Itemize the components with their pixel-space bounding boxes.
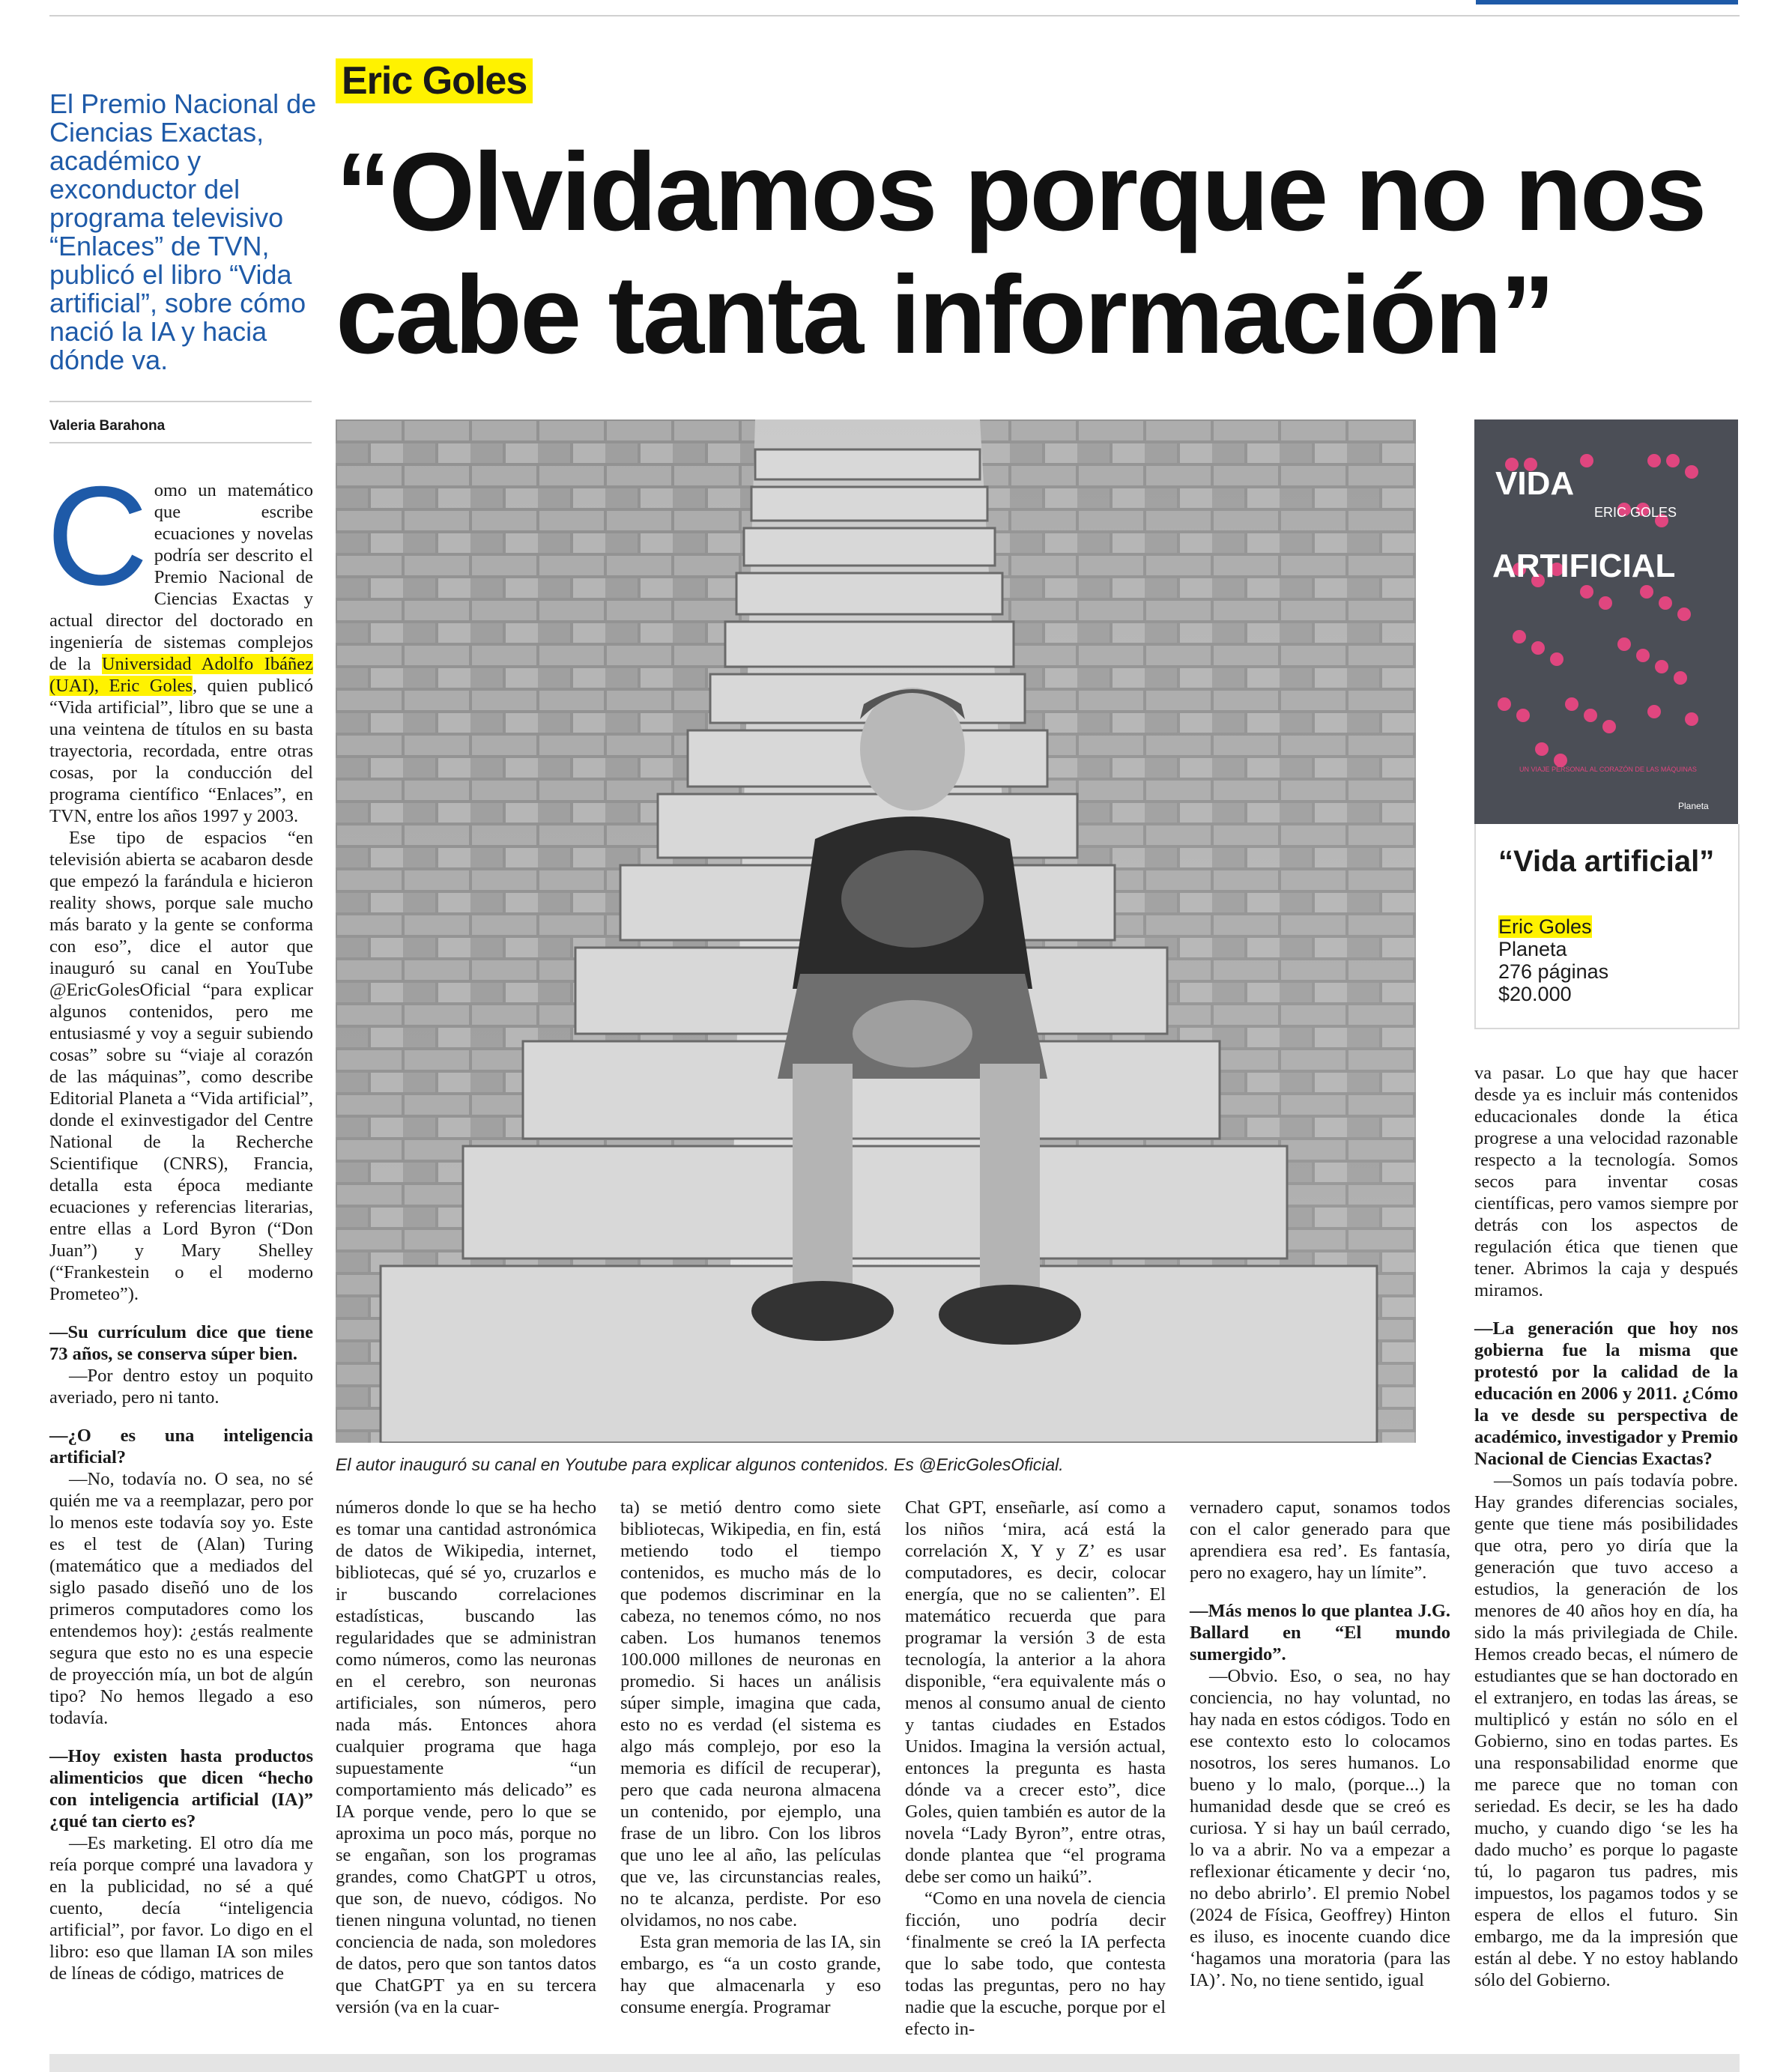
byline-divider [49, 442, 312, 443]
dek-divider [49, 401, 312, 402]
c3-p1: ta) se metió dentro como siete bibliotecas, Wikipedia, en fin, está metiendo todo el tiempo contenidos, es mucho más de lo que podemos discriminar en la cabeza, no tenemos cómo, no nos caben. Los humanos tenemos 100.000 millones de neuronas en promedio. Si haces un análisis súper simple, imagina que cada, esto no es verdad (el sistema es algo más complejo, por eso la memoria es difícil de recuperar), pero que cada neurona almacena un contenido, por ejemplo, una frase de un libro. Con los libros que uno lee al año, las películas que ve, las circunstancias reales, no te alcanza, perdiste. Por eso olvidamos, no nos cabe. [620, 1497, 881, 1930]
c1-p1-a: omo un matemático que escribe ecuaciones y novelas podría ser descrito el Premio Nacional de Ciencias Exactas y actual director del doctorado en ingeniería de sistemas complejos de la [49, 480, 313, 674]
kicker: Eric Goles [336, 58, 533, 103]
cover-tagline: UN VIAJE PERSONAL AL CORAZÓN DE LAS MÁQUINAS [1519, 766, 1697, 773]
cover-title-artificial: ARTIFICIAL [1492, 548, 1676, 584]
c1-answer-1: —Por dentro estoy un poquito averiado, pero ni tanto. [49, 1366, 313, 1408]
dek: El Premio Nacional de Ciencias Exactas, académico y exconductor del programa televisivo “Enlaces” de TVN, publicó el libro “Vida artificial”, sobre cómo nació la IA y hacia dónde va. [49, 88, 317, 375]
book-title: “Vida artificial” [1498, 845, 1715, 878]
c1-question-3: —Hoy existen hasta productos alimenticios que dicen “hecho con inteligencia artificial (IA)” ¿qué tan cierto es? [49, 1746, 313, 1832]
main-photo [336, 419, 1416, 1443]
column-6 [1474, 1062, 1738, 1991]
headline [336, 131, 1759, 377]
drop-cap: C [46, 457, 148, 614]
cover-publisher: Planeta [1678, 801, 1709, 811]
cover-title-vida: VIDA [1495, 465, 1575, 502]
c1-question-2: —¿O es una inteligencia artificial? [49, 1426, 313, 1467]
book-cover [1474, 419, 1738, 824]
c1-p1-highlight: Universidad Adolfo Ibáñez (UAI), Eric Goles [49, 654, 313, 696]
c6-answer: —Somos un país todavía pobre. Hay grandes diferencias sociales, gente que tiene más posibilidades que otra, pero yo diría que la generación que tuvo acceso a estudios, la generación de los menores de 40 años hoy en día, ha sido la más privilegiada de Chile. Hemos creado becas, el número de estudiantes que se han doctorado en el extranjero, en todas las áreas, se multiplicó y están no sólo en el Gobierno, sino en todas partes. Es una responsabilidad enorme que me parece que no toman con seriedad. Es decir, se les ha dado mucho, y cuando digo ‘se les ha dado mucho’ es porque lo pagaste tú, lo pagaron tus padres, mis impuestos, los pagamos todos y se espera de ellos el futuro. Sin embargo, me da la impresión que están al debe. Y no estoy hablando sólo del Gobierno. [1474, 1470, 1738, 1990]
book-author: Eric Goles [1498, 915, 1592, 938]
column-4 [905, 1497, 1166, 2040]
book-cover-art [1474, 419, 1738, 824]
column-3 [620, 1497, 881, 2018]
c4-p2: “Como en una novela de ciencia ficción, uno podría decir ‘finalmente se creó la IA perfecta que lo sabe todo, que contesta todas las preguntas, pero no hay nadie que la escuche, porque por el efecto in- [905, 1888, 1166, 2039]
bottom-bar [49, 2054, 1740, 2072]
book-price: $20.000 [1498, 983, 1572, 1005]
headline-line-2: cabe tanta información” [336, 253, 1554, 377]
top-accent-bar [1476, 0, 1738, 4]
c5-question: —Más menos lo que plantea J.G. Ballard en “El mundo sumergido”. [1190, 1601, 1450, 1664]
top-rule [49, 15, 1740, 16]
cover-author: ERIC GOLES [1594, 505, 1677, 520]
book-pages: 276 páginas [1498, 960, 1609, 983]
c4-p1: Chat GPT, enseñarle, así como a los niños ‘mira, acá está la correlación X, Y y Z’ es usar computadores, es decir, colocar energía, que no se calienten”. El matemático recuerda que para programar la versión 3 de esta tecnología, la anterior a la ahora disponible, “era equivalente más o menos al consumo anual de ciento y tantas ciudades en Estados Unidos. Imagina la versión actual, entonces la pregunta es hasta dónde va a crecer esto”, dice Goles, quien también es autor de la novela “Lady Byron”, entre otras, donde plantea que “el programa debe ser como un haikú”. [905, 1497, 1166, 1887]
photo-illustration [336, 419, 1416, 1443]
c3-p2: Esta gran memoria de las IA, sin embargo, es “a un costo grande, hay que almacenarla y eso consume energía. Programar [620, 1932, 881, 2017]
column-1 [46, 457, 313, 1984]
c1-p1-b: , quien publicó “Vida artificial”, libro que se une a una veintena de títulos en su basta trayectoria, recordada, entre otras cosas, por la conducción del programa científico “Enlaces”, en TVN, entre los años 1997 y 2003. [49, 676, 313, 826]
c1-answer-2: —No, todavía no. O sea, no sé quién me va a reemplazar, pero por lo menos este todavía soy yo. Este es el test de (Alan) Turing (matemático que a mediados del siglo pasado diseñó uno de los primeros computadores como los entendemos hoy): ¿estás realmente segura que esto no es una especie de proyección mía, un bot de algún tipo? No hemos llegado a eso todavía. [49, 1469, 313, 1728]
c5-answer: —Obvio. Eso, o sea, no hay conciencia, no hay voluntad, no hay nada en estos códigos. Todo en ese contexto esto lo colocamos nosotros, los seres humanos. Lo bueno y lo malo, (porque...) la humanidad desde que se creó es curiosa. Y si hay un baúl cerrado, lo va a abrir. No va a empezar a reflexionar éticamente y decir ‘no, no debo abrirlo’. El premio Nobel (2024 de Física, Geoffrey) Hinton es iluso, es inocente cuando dice ‘hagamos una moratoria (para las IA)’. No, no tiene sentido, igual [1190, 1666, 1450, 1990]
book-details [1498, 915, 1608, 1005]
headline-line-1: “Olvidamos porque no nos [336, 130, 1705, 254]
column-5 [1190, 1497, 1450, 1991]
c1-answer-3: —Es marketing. El otro día me reía porque compré una lavadora y en la publicidad, no sé a qué cuento, decía “inteligencia artificial”, por favor. Lo digo en el libro: eso que llaman IA son miles de líneas de código, matrices de [49, 1833, 313, 1984]
c1-p2: Ese tipo de espacios “en televisión abierta se acabaron desde que empezó la farándula e hicieron reality shows, porque sale mucho más barato y la gente se conforma con eso”, dice el autor que inauguró su canal en YouTube @EricGolesOficial “para explicar algunos contenidos, pero me entusiasmé y voy a seguir subiendo cosas” sobre su “viaje al corazón de las máquinas”, como describe Editorial Planeta a “Vida artificial”, donde el exinvestigador del Centre National de la Recherche Scientifique (CNRS), Francia, detalla esta época mediante ecuaciones y referencias literarias, entre ellas a Lord Byron (“Don Juan”) y Mary Shelley (“Frankestein o el moderno Prometeo”). [49, 828, 313, 1304]
photo-caption: El autor inauguró su canal en Youtube para explicar algunos contenidos. Es @EricGolesOficial. [336, 1455, 1064, 1474]
book-publisher: Planeta [1498, 938, 1567, 960]
c2-text: números donde lo que se ha hecho es tomar una cantidad astronómica de datos de Wikipedia, internet, bibliotecas, qué sé yo, cruzarlos e ir buscando correlaciones estadísticas, buscando las regularidades que se administran como números, como las neuronas en el cerebro, son neuronas artificiales, son números, pero nada más. Entonces ahora cualquier programa que haga supuestamente “un comportamiento más delicado” es IA porque vende, pero lo que se aproxima un poco más, porque no se engañan, son los programas grandes, como ChatGPT u otros, que son, de nuevo, códigos. No tienen ninguna voluntad, no tienen conciencia de nada, son moledores de datos, pero que son tantos datos que ChatGPT ya en su tercera versión (va en la cuar- [336, 1497, 596, 2017]
c6-p1: va pasar. Lo que hay que hacer desde ya es incluir más contenidos educacionales donde la ética progrese a una velocidad razonable respecto a la tecnología. Somos secos para inventar cosas científicas, pero vamos siempre por detrás con los aspectos de regulación ética que tienen que tener. Abrimos la caja y después miramos. [1474, 1063, 1738, 1300]
column-2 [336, 1497, 596, 2018]
byline: Valeria Barahona [49, 418, 166, 434]
c5-p1: vernadero caput, sonamos todos con el calor generado para que aprendiera esa red’. Es fantasía, pero no exagero, hay un límite”. [1190, 1497, 1450, 1583]
c1-question-1: —Su currículum dice que tiene 73 años, se conserva súper bien. [49, 1322, 313, 1364]
c6-question: —La generación que hoy nos gobierna fue la misma que protestó por la calidad de la educación en 2006 y 2011. ¿Cómo la ve desde su perspectiva de académico, investigador y Premio Nacional de Ciencias Exactas? [1474, 1318, 1738, 1469]
